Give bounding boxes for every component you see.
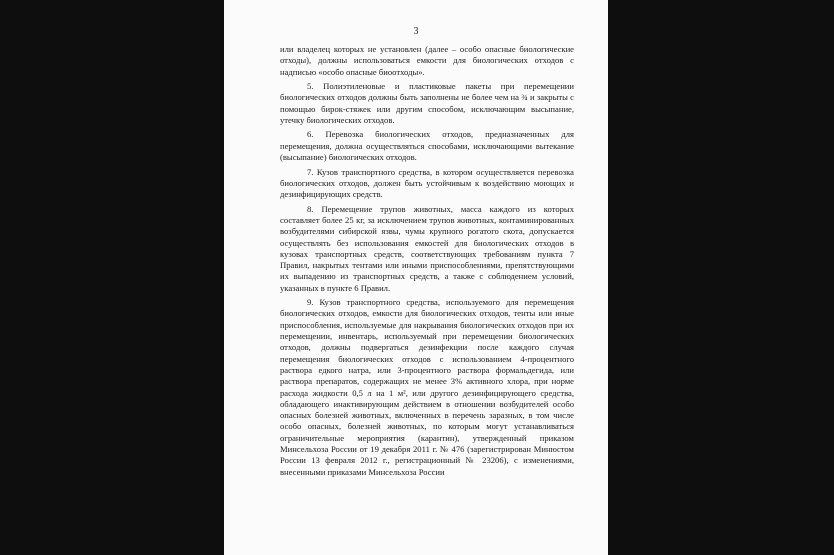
document-body <box>280 44 574 481</box>
page-number: 3 <box>413 26 419 37</box>
paragraph-item-9: 9. Кузов транспортного средства, используемого для перемещения биологических отходов, емкости для биологических отходов, тенты или иные приспособления, используемые для накрывания биологических отходов при их перемещении, инвентарь, используемый при перемещении биологических отходов, должны подвергаться дезинфекции после каждого случая перемещения биологических отходов с использованием 4-процентного раствора едкого натра, или 3-процентного раствора формальдегида, или раствора препаратов, содержащих не менее 3% активного хлора, при норме расхода жидкости 0,5 л на 1 м², или другого дезинфицирующего средства, обладающего инактивирующим действием в отношении возбудителей особо опасных болезней животных, включенных в перечень заразных, в том числе особо опасных, болезней животных, по которым могут устанавливаться ограничительные мероприятия (карантин), утвержденный приказом Минсельхоза России от 19 декабря 2011 г. № 476 (зарегистрирован Минюстом России 13 февраля 2012 г., регистрационный № 23206), с изменениями, внесенными приказами Минсельхоза России <box>280 297 574 477</box>
paragraph-item-5: 5. Полиэтиленовые и пластиковые пакеты при перемещении биологических отходов должны быть заполнены не более чем на ¾ и закрыты с помощью бирок-стяжек или другим способом, исключающим высыпание, утечку биологических отходов. <box>280 81 574 125</box>
paragraph-item-8: 8. Перемещение трупов животных, масса каждого из которых составляет более 25 кг, за исключением трупов животных, контаминированных возбудителями сибирской язвы, чумы крупного рогатого скота, допускается осуществлять без использования емкостей для биологических отходов в кузовах транспортных средств, соответствующих требованиям пункта 7 Правил, накрытых тентами или иными приспособлениями, препятствующими их выпадению из транспортных средств, а также с соблюдением условий, указанных в пункте 6 Правил. <box>280 203 574 293</box>
paragraph-item-7: 7. Кузов транспортного средства, в котором осуществляется перевозка биологических отходов, должен быть устойчивым к воздействию моющих и дезинфицирующих средств. <box>280 166 574 200</box>
paragraph-continuation: или владелец которых не установлен (далее – особо опасные биологические отходы), должны использоваться емкости для биологических отходов с надписью «особо опасные биоотходы». <box>280 44 574 77</box>
document-page <box>224 0 608 555</box>
paragraph-item-6: 6. Перевозка биологических отходов, предназначенных для перемещения, должна осуществляться способами, исключающими вытекание (высыпание) биологических отходов. <box>280 129 574 163</box>
